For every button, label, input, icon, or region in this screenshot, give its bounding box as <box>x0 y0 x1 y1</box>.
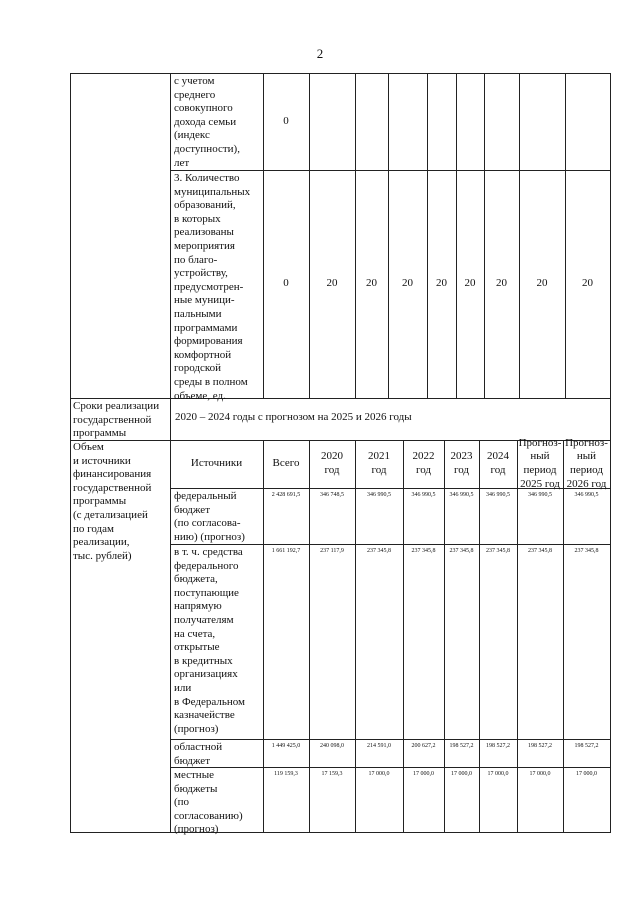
table-rule <box>519 73 520 398</box>
financing-value: 198 527,2 <box>486 743 510 749</box>
table-rule <box>170 73 171 832</box>
indicator-value: 20 <box>496 277 507 289</box>
financing-header: 2020 год <box>321 450 343 476</box>
financing-value: 119 159,3 <box>274 771 298 777</box>
financing-header: 2023 год <box>450 450 473 476</box>
financing-source: федеральный бюджет (по согласова- нию) (прогноз) <box>174 490 245 543</box>
financing-value: 237 345,8 <box>486 548 510 554</box>
table-rule <box>484 73 485 398</box>
table-rule <box>355 73 356 398</box>
financing-source: местные бюджеты (по согласованию) (прогноз) <box>174 769 243 836</box>
financing-value: 198 527,2 <box>528 743 552 749</box>
table-rule <box>309 73 310 398</box>
financing-value: 346 990,5 <box>486 492 510 498</box>
financing-value: 17 000,0 <box>413 771 434 777</box>
indicator-value: 20 <box>582 277 593 289</box>
financing-header: 2022 год <box>412 450 435 476</box>
financing-value: 17 000,0 <box>451 771 472 777</box>
table-rule <box>170 739 611 740</box>
terms-label: Сроки реализации государственной программы <box>73 400 160 440</box>
financing-header: 2024 год <box>487 450 509 476</box>
indicator-value: 0 <box>283 277 289 289</box>
financing-value: 237 345,8 <box>367 548 391 554</box>
indicator-value: 20 <box>326 277 338 289</box>
indicator-value: 0 <box>283 114 289 127</box>
table-rule <box>388 73 389 398</box>
financing-header: Прогноз- ный период 2025 год <box>518 436 562 490</box>
financing-value: 1 661 192,7 <box>271 548 301 554</box>
financing-value: 237 345,8 <box>574 548 599 554</box>
indicator-value: 20 <box>402 277 413 289</box>
financing-value: 346 990,5 <box>449 492 474 498</box>
terms-value: 2020 – 2024 годы с прогнозом на 2025 и 2026 годы <box>175 411 412 423</box>
financing-value: 1 449 425,0 <box>271 743 301 749</box>
financing-value: 198 527,2 <box>449 743 474 749</box>
table-rule <box>70 73 611 74</box>
financing-value: 346 990,5 <box>367 492 391 498</box>
financing-value: 346 748,5 <box>320 492 344 498</box>
financing-value: 237 345,8 <box>449 548 474 554</box>
table-rule <box>565 73 566 398</box>
financing-value: 198 527,2 <box>574 743 599 749</box>
financing-header: Всего <box>272 457 300 470</box>
table-rule <box>456 73 457 398</box>
indicator-label: 3. Количество муниципальных образований, в которых реализованы мероприятия по благо- устройству, предусмотрен- ные муници- пальными программами формирования комфортной городской среды в полном объеме, ед. <box>174 172 251 402</box>
financing-value: 17 000,0 <box>487 771 509 777</box>
table-rule <box>610 73 611 833</box>
table-rule <box>427 73 428 398</box>
financing-value: 17 000,0 <box>529 771 551 777</box>
financing-source: областной бюджет <box>174 741 223 767</box>
financing-value: 237 345,8 <box>528 548 552 554</box>
financing-value: 17 159,3 <box>321 771 343 777</box>
financing-value: 346 990,5 <box>574 492 599 498</box>
financing-value: 237 345,8 <box>411 548 436 554</box>
table-rule <box>70 398 611 399</box>
indicator-label: с учетом среднего совокупного дохода семьи (индекс доступности), лет <box>174 75 240 169</box>
financing-label: Объем и источники финансирования государственной программы (с детализацией по годам реализации, тыс. рублей) <box>73 441 152 562</box>
financing-value: 346 990,5 <box>411 492 436 498</box>
financing-value: 17 000,0 <box>576 771 597 777</box>
financing-header: Прогноз- ный период 2026 год <box>565 436 608 490</box>
indicator-value: 20 <box>436 277 447 289</box>
table-rule <box>70 832 611 833</box>
indicator-value: 20 <box>366 277 377 289</box>
indicator-value: 20 <box>536 277 548 289</box>
financing-value: 200 627,2 <box>411 743 436 749</box>
financing-value: 237 117,9 <box>320 548 344 554</box>
financing-header: 2021 год <box>368 450 390 476</box>
financing-header: Источники <box>190 457 243 470</box>
indicator-value: 20 <box>464 277 476 289</box>
page-number: 2 <box>316 46 324 61</box>
financing-value: 2 428 691,5 <box>271 492 301 498</box>
financing-value: 214 591,0 <box>367 743 391 749</box>
financing-source: в т. ч. средства федерального бюджета, поступающие напрямую получателям на счета, открытые в кредитных организациях или в Федеральном казначействе (прогноз) <box>174 546 245 735</box>
financing-value: 346 990,5 <box>528 492 552 498</box>
financing-value: 17 000,0 <box>368 771 390 777</box>
financing-value: 240 098,0 <box>320 743 344 749</box>
table-rule <box>70 73 71 832</box>
